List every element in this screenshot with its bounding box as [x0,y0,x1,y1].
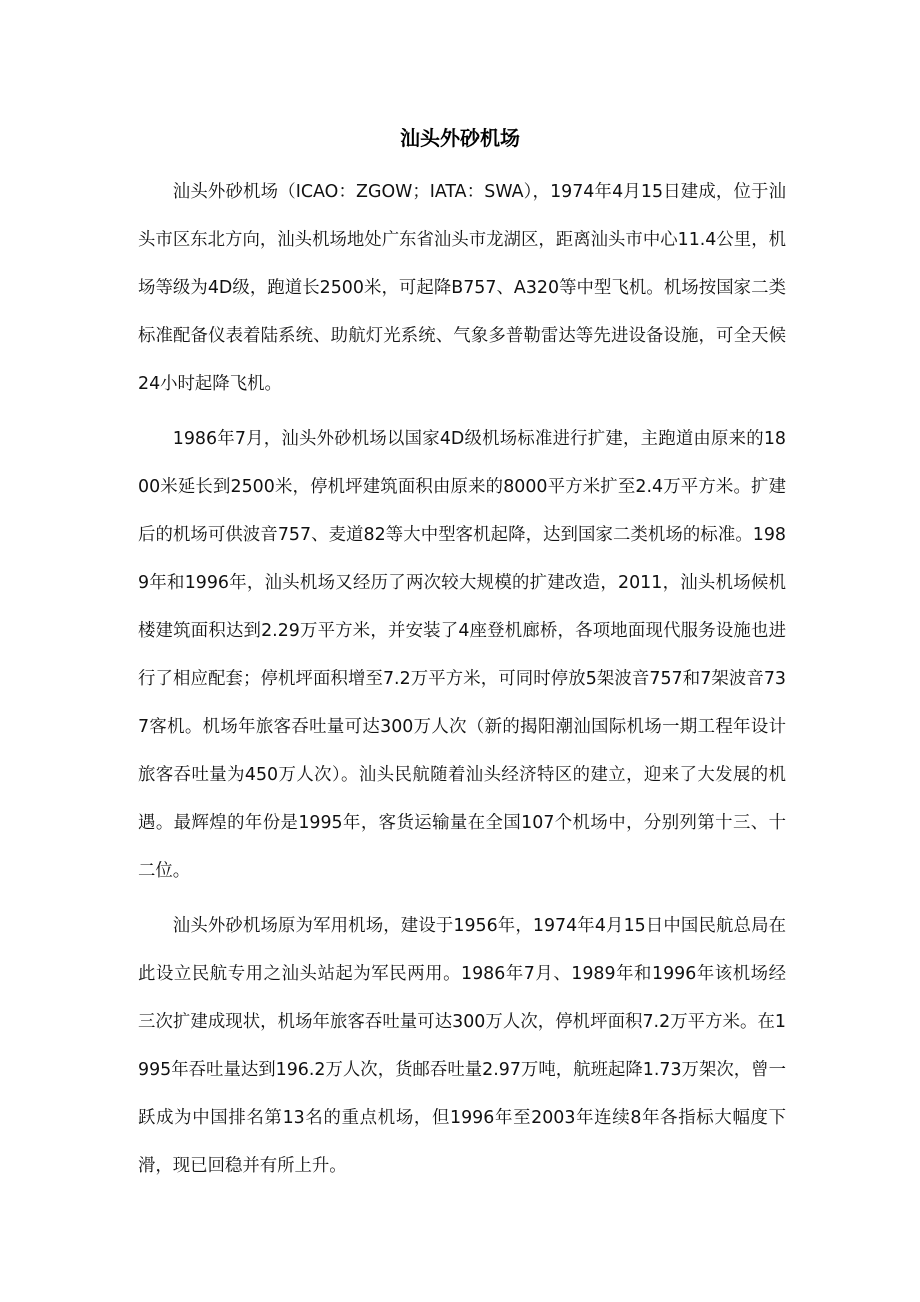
paragraph-overview: 汕头外砂机场（ICAO：ZGOW；IATA：SWA），1974年4月15日建成，位于汕头市区东北方向，汕头机场地处广东省汕头市龙湖区，距离汕头市中心11.4公里，机场等级为4D级，跑道长2500米，可起降B757、A320等中型飞机。机场按国家二类标准配备仪表着陆系统、助航灯光系统、气象多普勒雷达等先进设备设施，可全天候24小时起降飞机。 [138,182,786,394]
paragraph-expansion-history: 1986年7月，汕头外砂机场以国家4D级机场标准进行扩建，主跑道由原来的1800米延长到2500米，停机坪建筑面积由原来的8000平方米扩至2.4万平方米。扩建后的机场可供波音757、麦道82等大中型客机起降，达到国家二类机场的标准。1989年和1996年，汕头机场又经历了两次较大规模的扩建改造，2011，汕头机场候机楼建筑面积达到2.29万平方米，并安装了4座登机廊桥，各项地面现代服务设施也进行了相应配套；停机坪面积增至7.2万平方米，可同时停放5架波音757和7架波音737客机。机场年旅客吞吐量可达300万人次（新的揭阳潮汕国际机场一期工程年设计旅客吞吐量为450万人次）。汕头民航随着汕头经济特区的建立，迎来了大发展的机遇。最辉煌的年份是1995年，客货运输量在全国107个机场中，分别列第十三、十二位。 [138,429,786,881]
paragraph-military-origin: 汕头外砂机场原为军用机场，建设于1956年，1974年4月15日中国民航总局在此设立民航专用之汕头站起为军民两用。1986年7月、1989年和1996年该机场经三次扩建成现状，机场年旅客吞吐量可达300万人次，停机坪面积7.2万平方米。在1995年吞吐量达到196.2万人次，货邮吞吐量2.97万吨，航班起降1.73万架次，曾一跃成为中国排名第13名的重点机场，但1996年至2003年连续8年各指标大幅度下滑，现已回稳并有所上升。 [138,916,786,1176]
document-body [138,168,786,1197]
document-title: 汕头外砂机场 [400,126,520,150]
